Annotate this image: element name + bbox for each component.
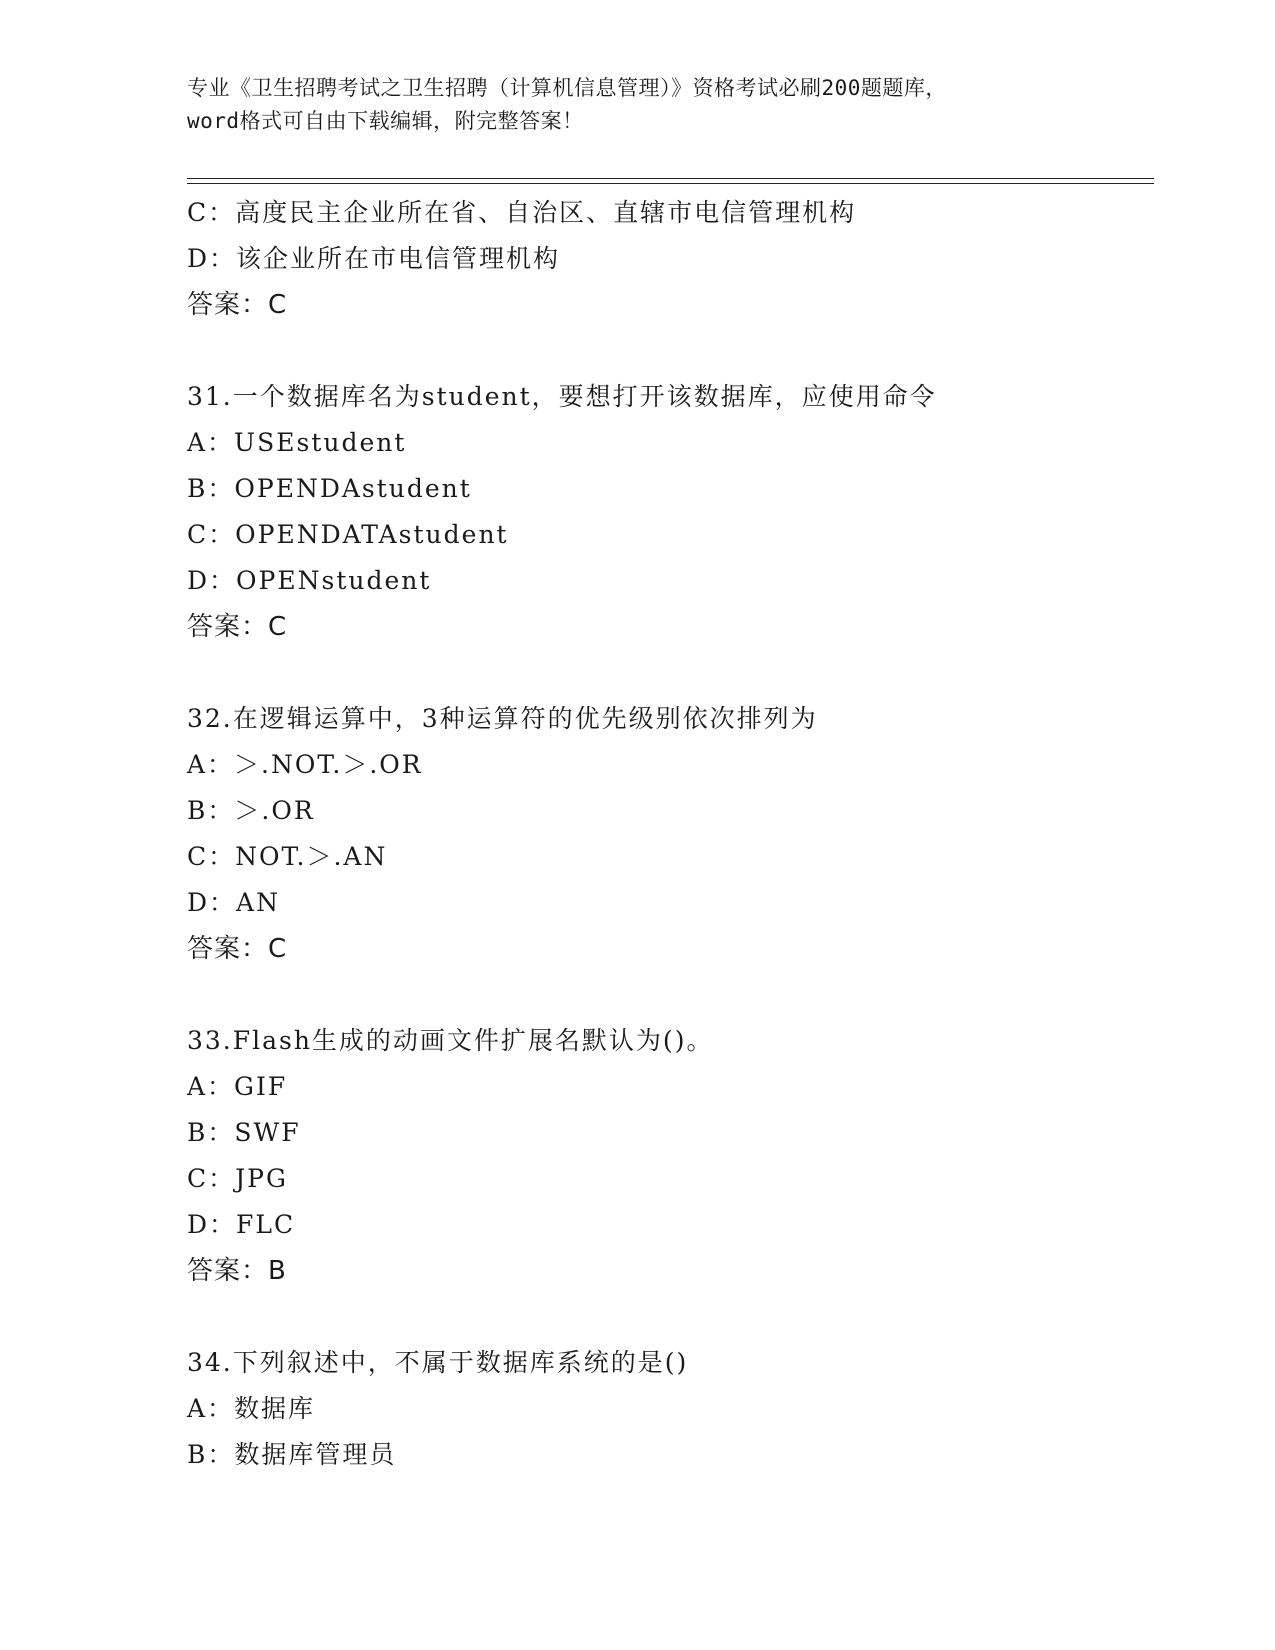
question-spacer [187, 1294, 1147, 1340]
header-title-line-1: 专业《卫生招聘考试之卫生招聘（计算机信息管理）》资格考试必刷200题题库， [187, 76, 947, 100]
question-spacer [187, 972, 1147, 1018]
question-block-30 [187, 190, 1147, 328]
option-d: D：OPENstudent [187, 566, 432, 595]
question-block-34 [187, 1340, 1147, 1478]
question-spacer [187, 650, 1147, 696]
option-a: A：USEstudent [187, 428, 407, 457]
option-a: A：GIF [187, 1072, 288, 1101]
question-block-31 [187, 374, 1147, 650]
question-block-33 [187, 1018, 1147, 1294]
answer-line: 答案：B [187, 1256, 287, 1286]
question-stem: 32.在逻辑运算中，3种运算符的优先级别依次排列为 [187, 704, 818, 733]
question-block-32 [187, 696, 1147, 972]
question-stem: 34.下列叙述中，不属于数据库系统的是() [187, 1348, 689, 1377]
option-b: B：数据库管理员 [187, 1440, 397, 1469]
header-title-line-2: word格式可自由下载编辑，附完整答案！ [187, 109, 584, 133]
option-d: D：该企业所在市电信管理机构 [187, 244, 561, 273]
option-b: B：OPENDAstudent [187, 474, 472, 503]
answer-line: 答案：C [187, 934, 288, 964]
question-list [187, 190, 1147, 1478]
header-divider-bottom [187, 183, 1154, 184]
header-divider-top [187, 178, 1154, 179]
option-c: C：高度民主企业所在省、自治区、直辖市电信管理机构 [187, 198, 857, 227]
answer-line: 答案：C [187, 612, 288, 642]
question-spacer [187, 328, 1147, 374]
option-d: D：FLC [187, 1210, 296, 1239]
option-b: B：＞.OR [187, 796, 315, 825]
option-d: D：AN [187, 888, 280, 917]
option-b: B：SWF [187, 1118, 301, 1147]
option-c: C：JPG [187, 1164, 288, 1193]
option-c: C：NOT.＞.AN [187, 842, 388, 871]
option-a: A：＞.NOT.＞.OR [187, 750, 423, 779]
option-c: C：OPENDATAstudent [187, 520, 509, 549]
option-a: A：数据库 [187, 1394, 316, 1423]
answer-line: 答案：C [187, 290, 288, 320]
question-stem: 31.一个数据库名为student，要想打开该数据库，应使用命令 [187, 382, 937, 411]
question-stem: 33.Flash生成的动画文件扩展名默认为()。 [187, 1026, 714, 1055]
document-header [187, 72, 1087, 138]
